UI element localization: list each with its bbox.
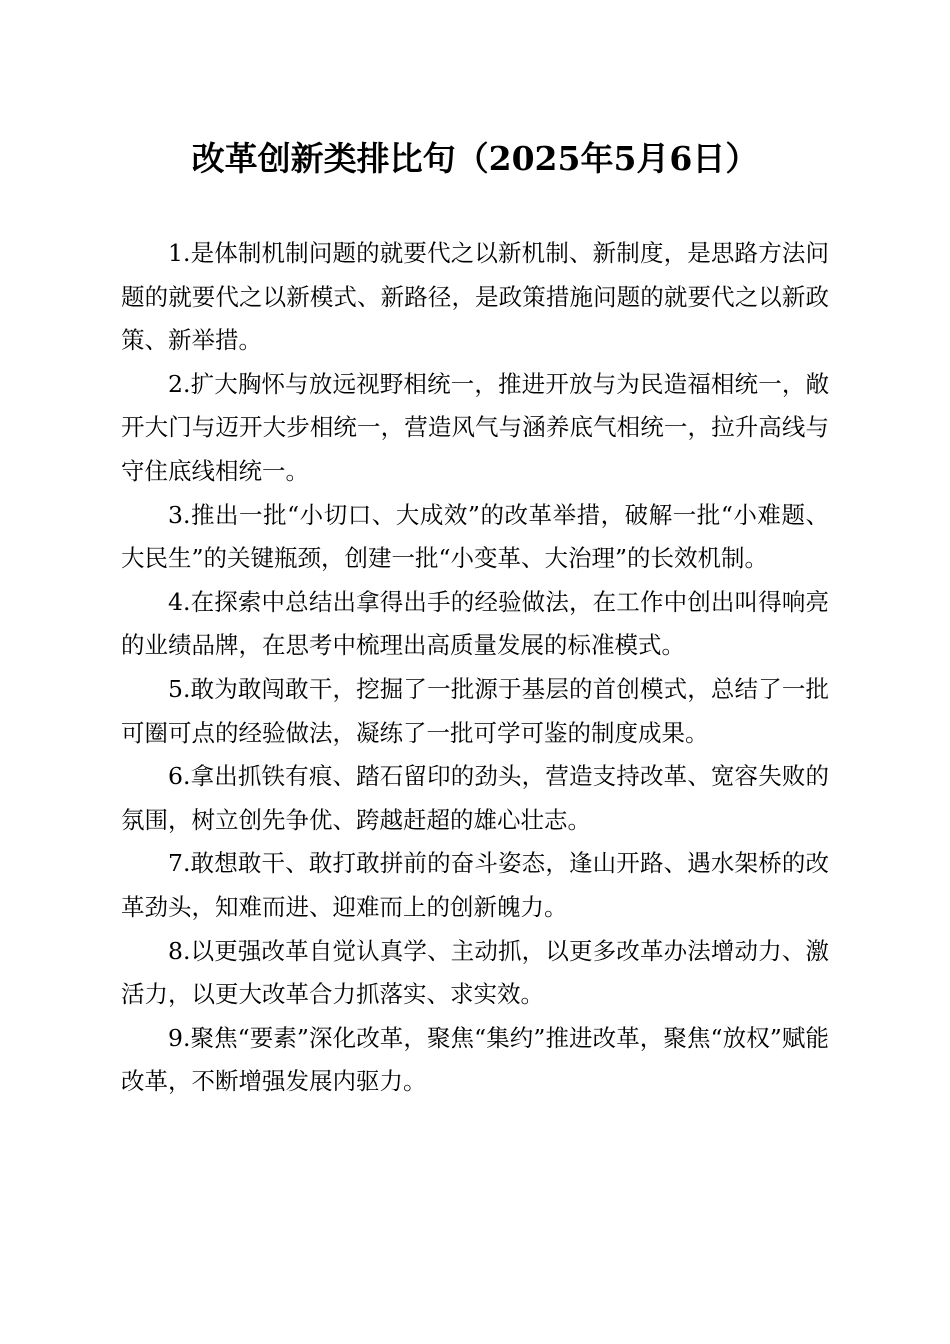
document-body [121,232,829,1104]
paragraph-3: 3.推出一批“小切口、大成效”的改革举措，破解一批“小难题、大民生”的关键瓶颈，创建一批“小变革、大治理”的长效机制。 [121,500,829,573]
paragraph-5: 5.敢为敢闯敢干，挖掘了一批源于基层的首创模式，总结了一批可圈可点的经验做法，凝练了一批可学可鉴的制度成果。 [121,674,829,747]
document-title: 改革创新类排比句（2025年5月6日） [191,139,759,178]
paragraph-4: 4.在探索中总结出拿得出手的经验做法，在工作中创出叫得响亮的业绩品牌，在思考中梳理出高质量发展的标准模式。 [121,587,829,660]
paragraph-2: 2.扩大胸怀与放远视野相统一，推进开放与为民造福相统一，敞开大门与迈开大步相统一，营造风气与涵养底气相统一，拉升高线与守住底线相统一。 [121,369,829,485]
paragraph-8: 8.以更强改革自觉认真学、主动抓，以更多改革办法增动力、激活力，以更大改革合力抓落实、求实效。 [121,936,829,1009]
paragraph-6: 6.拿出抓铁有痕、踏石留印的劲头，营造支持改革、宽容失败的氛围，树立创先争优、跨越赶超的雄心壮志。 [121,762,829,834]
paragraph-9: 9.聚焦“要素”深化改革，聚焦“集约”推进改革，聚焦“放权”赋能改革，不断增强发展内驱力。 [121,1023,829,1096]
paragraph-1: 1.是体制机制问题的就要代之以新机制、新制度，是思路方法问题的就要代之以新模式、新路径，是政策措施问题的就要代之以新政策、新举措。 [121,239,829,355]
paragraph-7: 7.敢想敢干、敢打敢拼前的奋斗姿态，逢山开路、遇水架桥的改革劲头，知难而进、迎难而上的创新魄力。 [121,849,829,921]
